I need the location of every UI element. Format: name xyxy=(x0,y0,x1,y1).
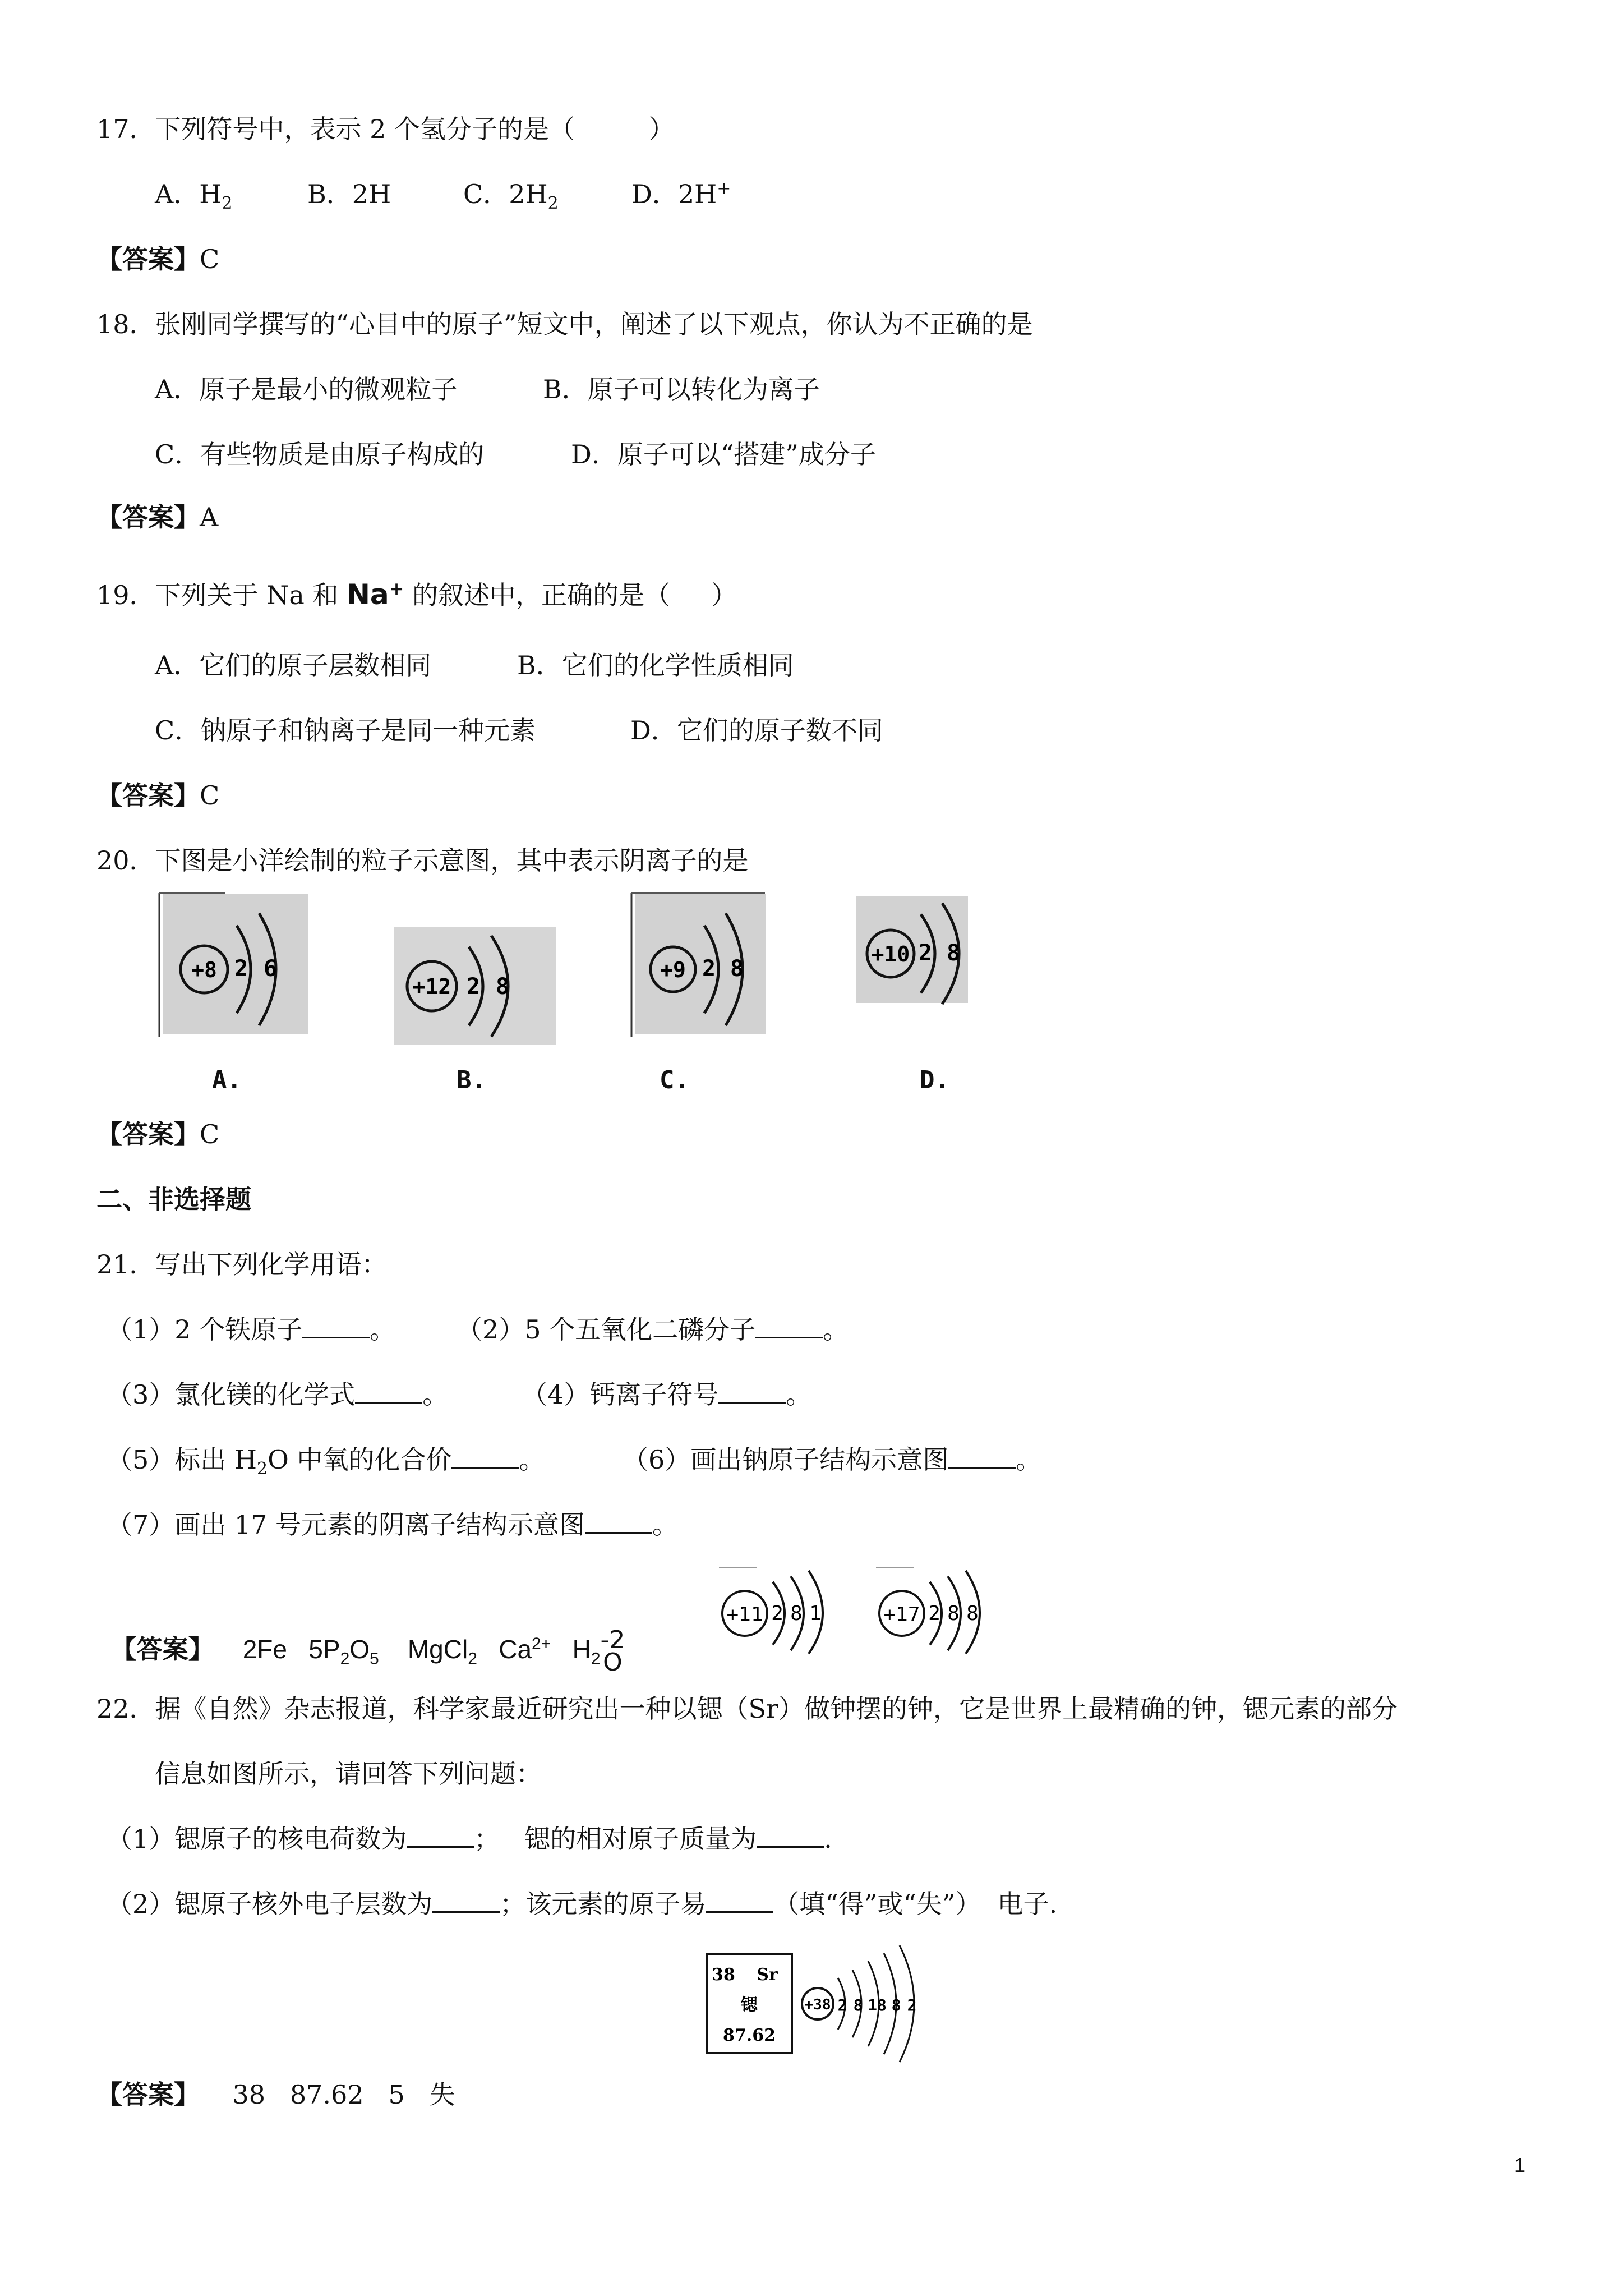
q19-option-a: A．它们的原子层数相同 xyxy=(155,650,432,680)
q20-diagram-d xyxy=(854,894,983,1006)
svg-text:1: 1 xyxy=(809,1602,822,1625)
q22-stem-line-2: 信息如图所示，请回答下列问题： xyxy=(155,1759,542,1789)
svg-text:2: 2 xyxy=(907,1996,917,2014)
svg-text:8: 8 xyxy=(891,1996,901,2014)
answer-blank[interactable] xyxy=(355,1381,422,1404)
shell-a-2: 6 xyxy=(263,956,278,982)
answer-blank[interactable] xyxy=(757,1825,824,1848)
answer-blank[interactable] xyxy=(755,1315,823,1338)
svg-text:锶: 锶 xyxy=(741,1995,758,2015)
q21-part-5: （5）标出 $H_2O$ 中氧的化合价 。 xyxy=(107,1444,545,1479)
answer-blank[interactable] xyxy=(706,1890,773,1913)
q21-part-3: （3）氯化镁的化学式 。 xyxy=(107,1379,449,1410)
svg-text:8: 8 xyxy=(790,1602,803,1625)
answer-blank[interactable] xyxy=(718,1381,786,1404)
q20-diagram-b xyxy=(390,924,559,1048)
answer-blank[interactable] xyxy=(432,1890,500,1913)
na-nucleus: +11 xyxy=(726,1603,763,1626)
shell-d-2: 8 xyxy=(946,940,961,966)
cl-nucleus: +17 xyxy=(883,1603,920,1626)
q18-answer: 【答案】A xyxy=(96,502,219,532)
q19-stem: 19．下列关于 Na 和 Na+ 的叙述中，正确的是（ ） xyxy=(96,578,737,611)
shell-c-2: 8 xyxy=(730,956,744,982)
strontium-element-card xyxy=(704,1952,794,2055)
q17-option-b: B．2H xyxy=(307,179,391,209)
svg-text:87.62: 87.62 xyxy=(723,2026,776,2045)
shell-b-1: 2 xyxy=(466,974,481,1000)
q17-answer: 【答案】C xyxy=(96,244,220,274)
q20-label-b: B. xyxy=(457,1066,486,1094)
answer-blank[interactable] xyxy=(407,1825,474,1848)
sr-nucleus: +38 xyxy=(804,1996,831,2013)
strontium-atom-diagram xyxy=(799,1941,933,2064)
nucleus-b: +12 xyxy=(412,974,451,999)
svg-text:8: 8 xyxy=(947,1602,960,1625)
cl-ion-diagram xyxy=(869,1565,1004,1655)
h2o-valence: -2 O xyxy=(600,1626,625,1677)
nucleus-a: +8 xyxy=(191,958,217,982)
answer-blank[interactable] xyxy=(948,1446,1016,1469)
q20-diagram-c xyxy=(630,891,771,1042)
page-number: 1 xyxy=(1514,2154,1526,2177)
section-heading: 二、非选择题 xyxy=(96,1184,251,1214)
nucleus-d: +10 xyxy=(871,942,910,967)
answer-blank[interactable] xyxy=(585,1511,652,1534)
q17-stem: 17．下列符号中，表示 2 个氢分子的是（ ） xyxy=(96,114,675,144)
q22-part-1: （1）锶原子的核电荷数为 ； 锶的相对原子质量为 . xyxy=(107,1824,832,1854)
q22-answer: 【答案】 38 87.62 5 失 xyxy=(96,2079,455,2110)
svg-text:2: 2 xyxy=(771,1602,783,1625)
nucleus-c: +9 xyxy=(660,958,686,982)
answer-blank[interactable] xyxy=(302,1315,370,1338)
q21-stem: 21．写出下列化学用语： xyxy=(96,1249,388,1280)
q20-stem: 20．下图是小洋绘制的粒子示意图，其中表示阴离子的是 xyxy=(96,845,749,876)
q19-option-b: B．它们的化学性质相同 xyxy=(517,650,794,680)
q18-option-a: A．原子是最小的微观粒子 xyxy=(155,374,458,404)
svg-text:2: 2 xyxy=(837,1996,847,2014)
svg-text:8: 8 xyxy=(853,1996,863,2014)
svg-text:38: 38 xyxy=(712,1965,735,1985)
q18-option-b: B．原子可以转化为离子 xyxy=(543,374,820,404)
q19-option-c: C．钠原子和钠离子是同一种元素 xyxy=(155,715,536,746)
q18-option-d: D．原子可以“搭建”成分子 xyxy=(571,439,876,470)
shell-c-1: 2 xyxy=(702,956,716,982)
q22-part-2: （2）锶原子核外电子层数为 ；该元素的原子易 （填“得”或“失”） 电子. xyxy=(107,1889,1058,1919)
na-ion-symbol: Na xyxy=(347,578,389,611)
q21-part-6: （6）画出钠原子结构示意图 。 xyxy=(623,1444,1042,1475)
q18-option-c: C．有些物质是由原子构成的 xyxy=(155,439,485,470)
shell-d-1: 2 xyxy=(918,940,933,966)
svg-text:Sr: Sr xyxy=(757,1965,778,1985)
q17-option-c: C．$2H_2$ xyxy=(463,179,559,214)
q20-answer: 【答案】C xyxy=(96,1119,220,1149)
q21-answer: 【答案】 2Fe $5P_2O_5$ MgCl$_2$ $Ca^{2+}$ $H_2-2$ O xyxy=(110,1626,625,1677)
q17-option-a: A．$H_2$ xyxy=(155,179,233,214)
svg-text:18: 18 xyxy=(868,1996,887,2014)
q17-option-d: D．2H+ xyxy=(631,178,731,209)
q18-stem: 18．张刚同学撰写的“心目中的原子”短文中，阐述了以下观点，你认为不正确的是 xyxy=(96,309,1033,339)
q19-option-d: D．它们的原子数不同 xyxy=(630,715,883,746)
q20-label-d: D. xyxy=(920,1066,949,1094)
shell-a-1: 2 xyxy=(234,956,248,982)
q21-part-4: （4）钙离子符号 。 xyxy=(522,1379,812,1410)
answer-blank[interactable] xyxy=(451,1446,519,1469)
q21-part-2: （2）5 个五氧化二磷分子 。 xyxy=(457,1314,849,1345)
q20-label-a: A. xyxy=(212,1066,242,1094)
shell-b-2: 8 xyxy=(495,974,510,1000)
q21-part-1: （1）2 个铁原子 。 xyxy=(107,1314,396,1345)
q22-stem-line-1: 22．据《自然》杂志报道，科学家最近研究出一种以锶（Sr）做钟摆的钟，它是世界上最精确的钟，锶元素的部分 xyxy=(96,1694,1398,1724)
svg-text:2: 2 xyxy=(928,1602,940,1625)
q21-part-7: （7）画出 17 号元素的阴离子结构示意图 。 xyxy=(107,1510,679,1540)
q20-label-c: C. xyxy=(660,1066,689,1094)
na-atom-diagram xyxy=(712,1565,847,1655)
q19-answer: 【答案】C xyxy=(96,780,220,811)
svg-text:8: 8 xyxy=(966,1602,979,1625)
q20-diagram-a xyxy=(158,891,315,1042)
